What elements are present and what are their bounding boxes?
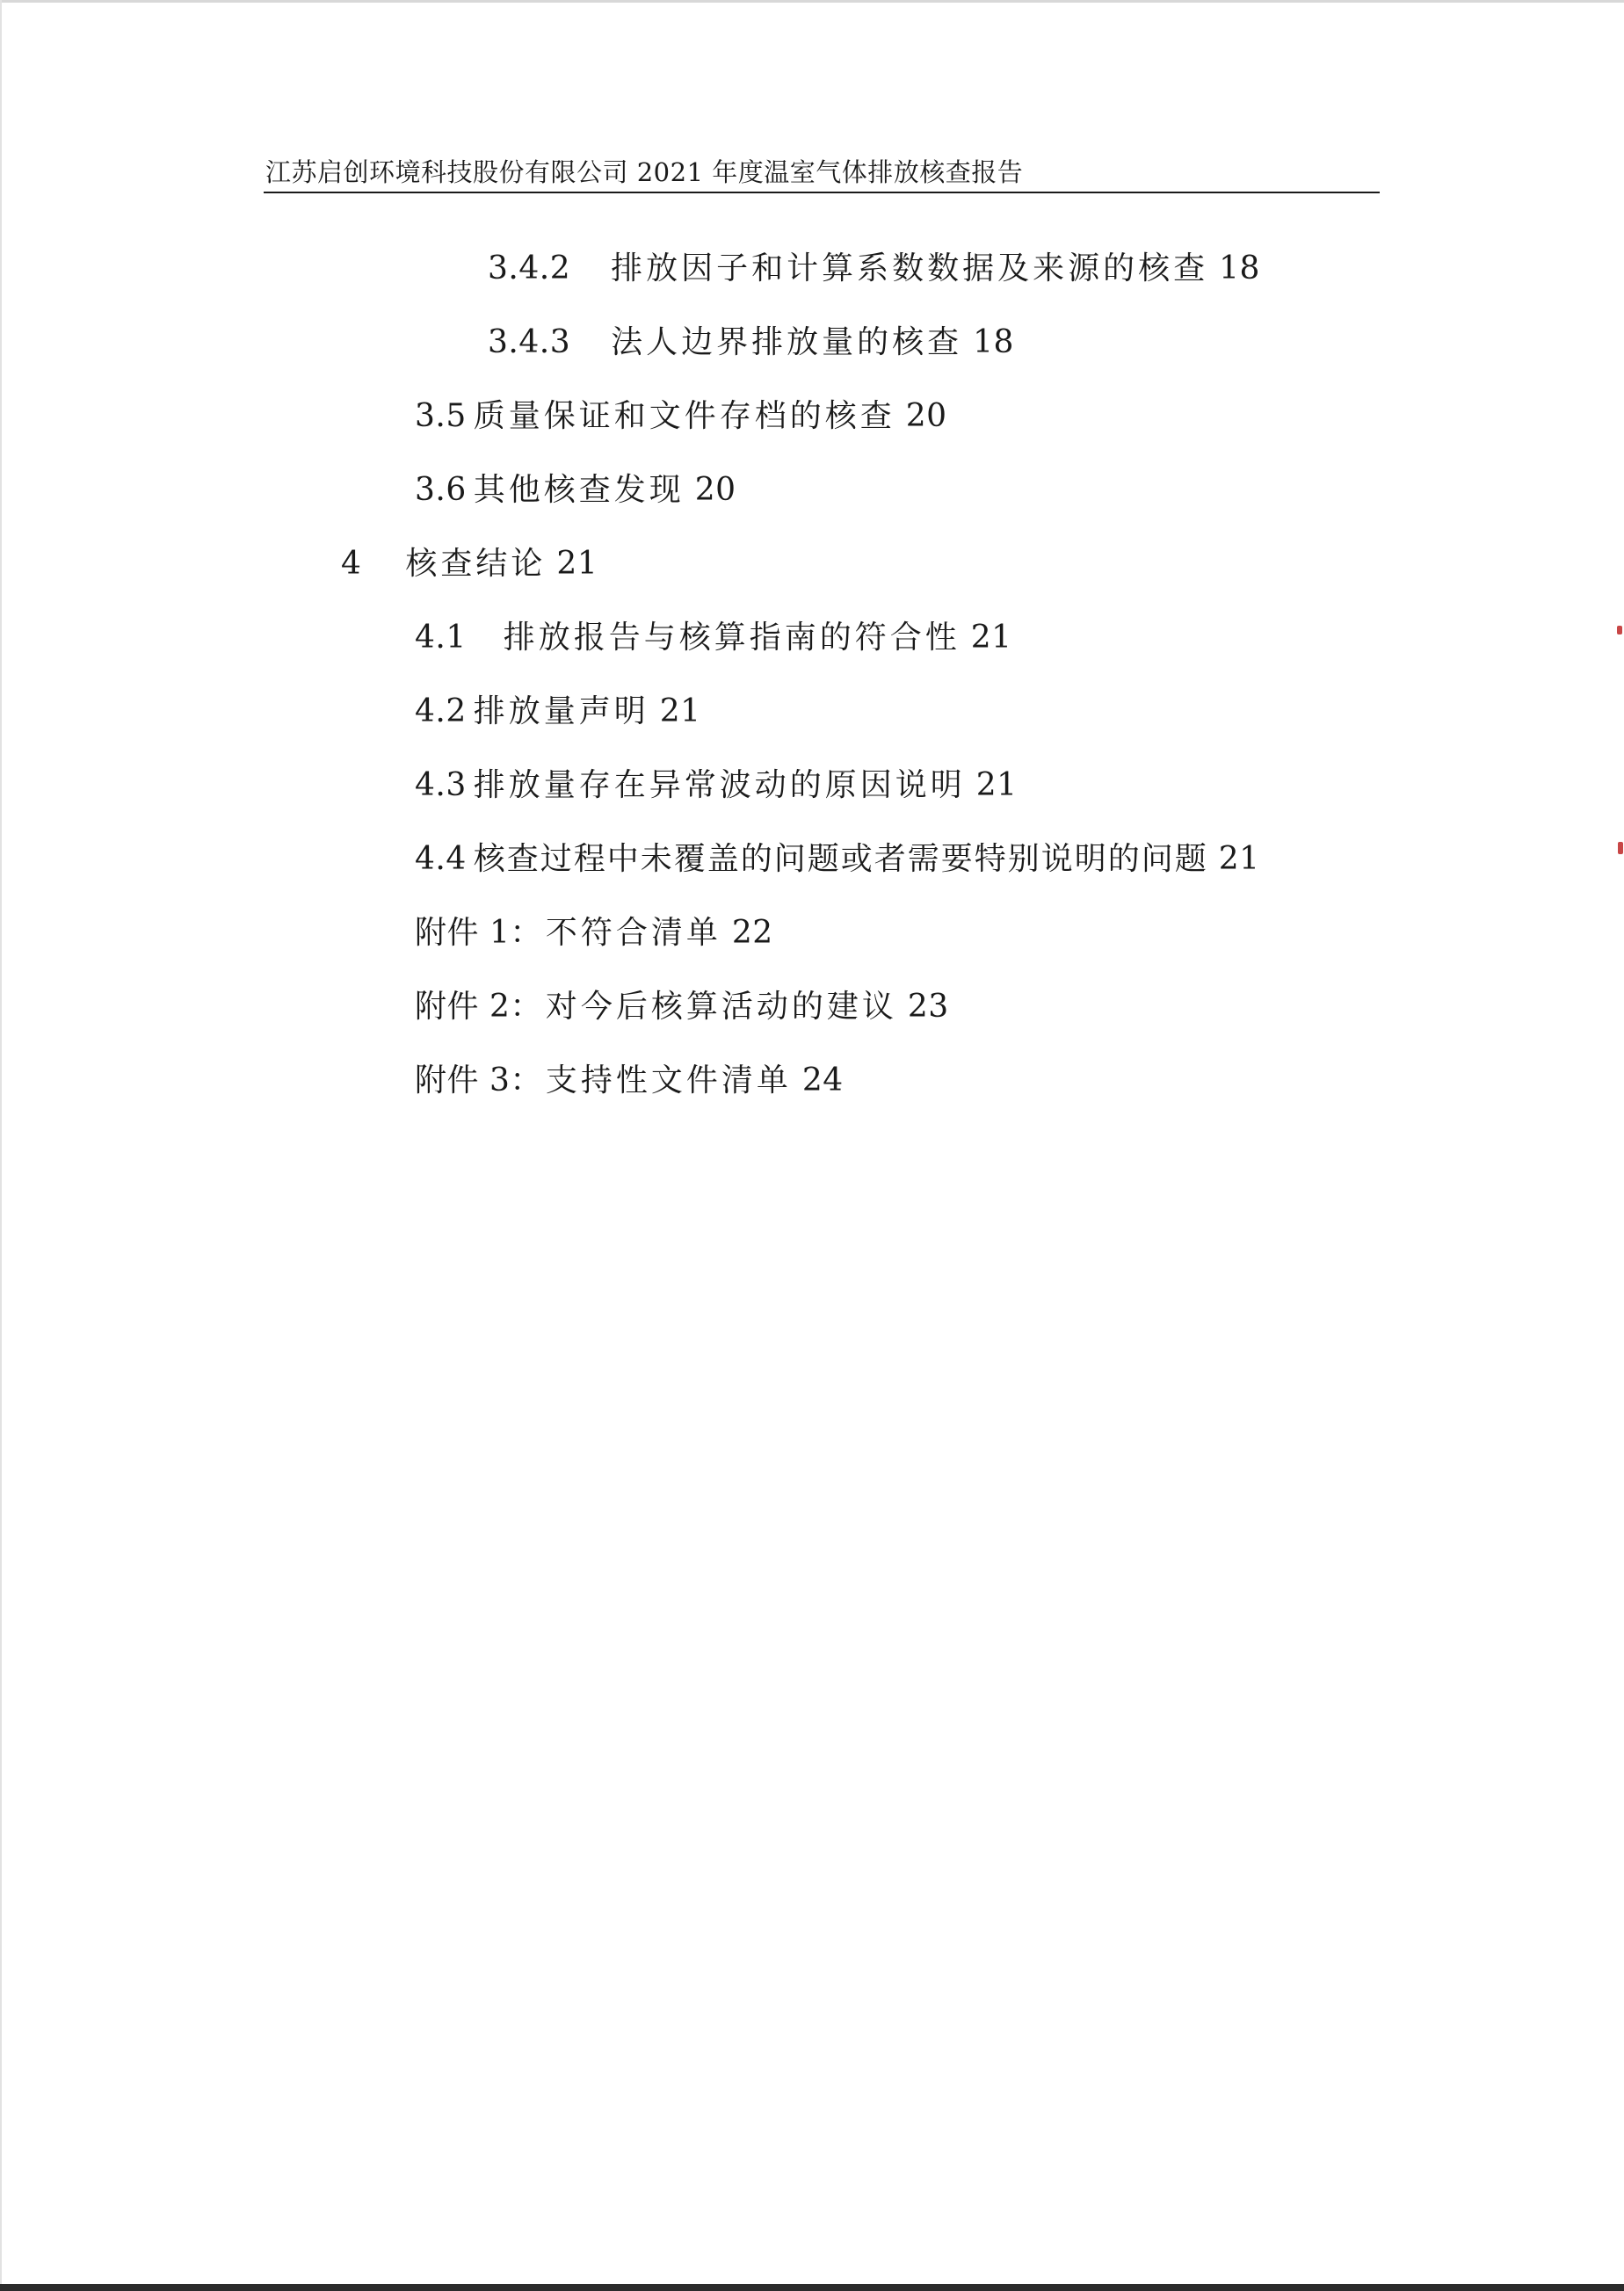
page-edge bbox=[0, 0, 2, 2291]
toc-number: 3.4.2 bbox=[488, 250, 571, 286]
toc-title: 排放量声明 bbox=[473, 693, 649, 729]
toc-number: 附件 3： bbox=[415, 1062, 542, 1098]
toc-number: 4.4 bbox=[415, 841, 467, 877]
toc-title: 质量保证和文件存档的核查 bbox=[473, 398, 895, 434]
toc-title: 不符合清单 bbox=[545, 915, 721, 951]
toc-page-number: 21 bbox=[1218, 841, 1260, 877]
toc-title: 核查结论 bbox=[405, 546, 547, 582]
toc-number: 4.3 bbox=[415, 767, 467, 803]
toc-number: 附件 1： bbox=[415, 915, 542, 951]
toc-number: 4 bbox=[341, 546, 362, 582]
toc-page-number: 22 bbox=[731, 915, 773, 951]
toc-page-number: 21 bbox=[556, 546, 598, 582]
toc-page-number: 23 bbox=[907, 989, 949, 1025]
page-edge bbox=[0, 0, 1624, 3]
toc-title: 排放量存在异常波动的原因说明 bbox=[473, 767, 966, 803]
toc-number: 附件 2： bbox=[415, 989, 542, 1025]
toc-title: 法人边界排放量的核查 bbox=[611, 324, 963, 360]
toc-number: 3.6 bbox=[415, 472, 467, 508]
toc-number: 3.5 bbox=[415, 398, 467, 434]
toc-title: 支持性文件清单 bbox=[545, 1062, 792, 1098]
page-header bbox=[264, 149, 1380, 193]
toc-title: 其他核查发现 bbox=[473, 472, 685, 508]
toc-page-number: 20 bbox=[905, 398, 947, 434]
toc-number: 4.1 bbox=[415, 620, 467, 656]
toc-page-number: 21 bbox=[975, 767, 1018, 803]
toc-number: 4.2 bbox=[415, 693, 467, 729]
toc-title: 排放因子和计算系数数据及来源的核查 bbox=[611, 250, 1209, 286]
toc-title: 核查过程中未覆盖的问题或者需要特别说明的问题 bbox=[473, 841, 1208, 877]
header-rule bbox=[264, 192, 1380, 193]
scan-speck bbox=[1617, 626, 1622, 634]
toc-page-number: 18 bbox=[973, 324, 1014, 360]
toc-title: 对今后核算活动的建议 bbox=[545, 989, 897, 1025]
scan-speck bbox=[1618, 842, 1623, 854]
toc-page-number: 18 bbox=[1219, 250, 1260, 286]
toc-page-number: 21 bbox=[659, 693, 701, 729]
toc-page-number: 24 bbox=[801, 1062, 844, 1098]
header-title: 江苏启创环境科技股份有限公司 2021 年度温室气体排放核查报告 bbox=[265, 157, 1024, 187]
toc-number: 3.4.3 bbox=[488, 324, 571, 360]
toc-page-number: 20 bbox=[694, 472, 736, 508]
toc-page-number: 21 bbox=[970, 620, 1012, 656]
page-edge bbox=[0, 2284, 1624, 2291]
toc-title: 排放报告与核算指南的符合性 bbox=[503, 620, 961, 656]
